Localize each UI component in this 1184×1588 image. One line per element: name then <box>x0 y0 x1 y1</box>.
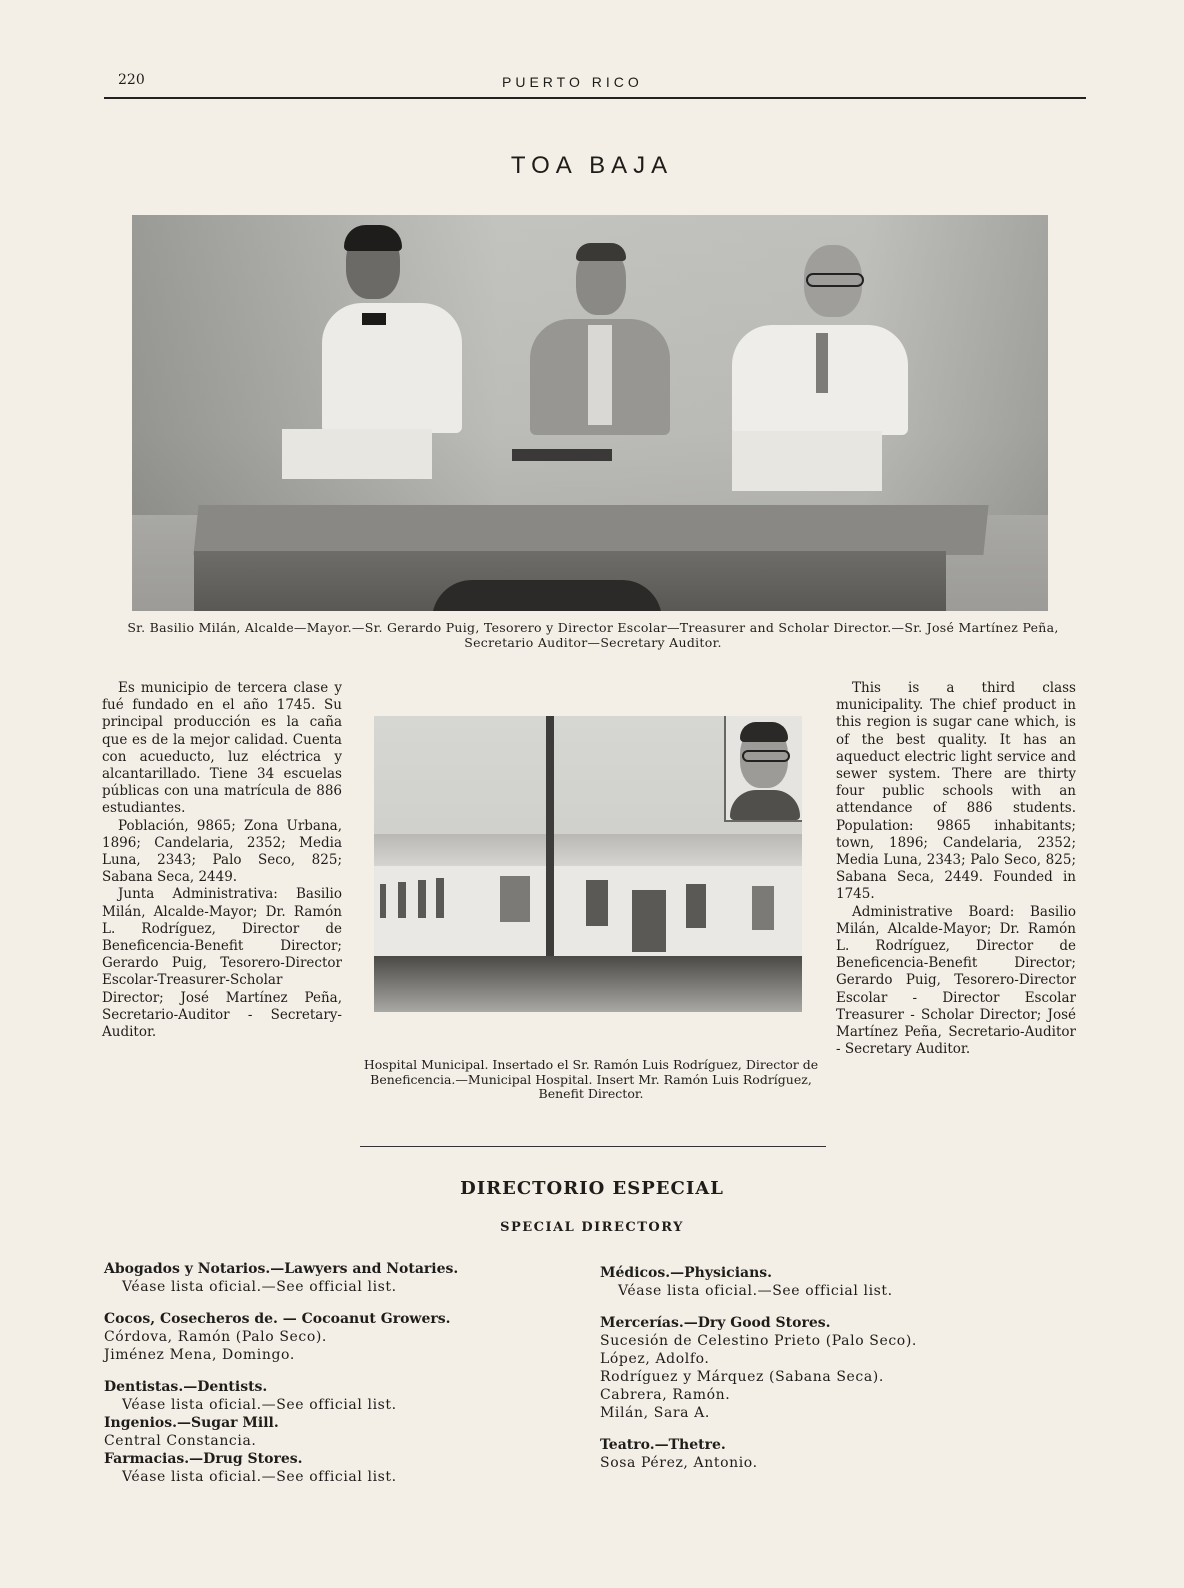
spanish-paragraph-2: Población, 9865; Zona Urbana, 1896; Candelaria, 2352; Media Luna, 2343; Palo Seco, 825; Sabana Seca, 2449. <box>102 817 342 886</box>
running-title: PUERTO RICO <box>502 74 643 90</box>
page-number: 220 <box>118 72 145 88</box>
officials-photo <box>132 215 1048 611</box>
directory-entry: Cabrera, Ramón. <box>600 1387 731 1403</box>
spanish-paragraph-3: Junta Administrativa: Basilio Milán, Alcalde-Mayor; Dr. Ramón L. Rodríguez, Director de Beneficencia-Benefit Director; Gerardo Puig, Tesorero-Director Escolar-Treasurer-Scholar Director; José Martínez Peña, Secretario-Auditor - Secretary-Auditor. <box>102 886 342 1041</box>
directory-entry: Central Constancia. <box>104 1433 257 1449</box>
directory-entry: Milán, Sara A. <box>600 1405 710 1421</box>
english-paragraph-1: This is a third class municipality. The chief product in this region is sugar cane which, is of the best quality. It has an aqueduct electric light service and sewer system. There are thirty four public schools with an attendance of 886 students. Population: 9865 inhabitants; town, 1896; Candelaria, 2352; Media Luna, 2343; Palo Seco, 825; Sabana Seca, 2449. Founded in 1745. <box>836 680 1076 903</box>
directory-entry: Rodríguez y Márquez (Sabana Seca). <box>600 1369 884 1385</box>
directory-heading: Médicos.—Physicians. <box>600 1265 773 1281</box>
directory-entry: Véase lista oficial.—See official list. <box>122 1279 397 1295</box>
photo-desk-top <box>193 505 988 555</box>
photo-ground <box>374 956 802 1012</box>
directory-section-coconut <box>104 1310 524 1364</box>
directory-section-sugar <box>104 1414 524 1450</box>
photo-building-roof <box>374 834 802 870</box>
spanish-text-column <box>102 680 342 1041</box>
hospital-photo-caption: Hospital Municipal. Insertado el Sr. Ramón Luis Rodríguez, Director de Beneficencia.—Municipal Hospital. Insert Mr. Ramón Luis Rodríguez, Benefit Director. <box>363 1057 819 1101</box>
header-rule <box>104 97 1086 99</box>
english-text-column <box>836 680 1076 1058</box>
page-title: TOA BAJA <box>510 152 674 179</box>
directory-heading: Abogados y Notarios.—Lawyers and Notaries. <box>104 1261 459 1277</box>
inset-portrait <box>724 716 802 822</box>
directory-entry: Jiménez Mena, Domingo. <box>104 1347 295 1363</box>
directory-section-dry-goods <box>600 1314 1020 1422</box>
directory-left-column <box>104 1260 524 1486</box>
section-rule <box>360 1146 826 1147</box>
directory-heading: Teatro.—Thetre. <box>600 1437 726 1453</box>
directory-section-dentists <box>104 1378 524 1414</box>
directory-entry: López, Adolfo. <box>600 1351 710 1367</box>
directory-subtitle: SPECIAL DIRECTORY <box>500 1220 684 1235</box>
photo-desk-arch <box>432 580 662 611</box>
english-paragraph-2: Administrative Board: Basilio Milán, Alcalde-Mayor; Dr. Ramón L. Rodríguez, Director de Beneficencia-Benefit Director; Gerardo Puig, Tesorero-Director Escolar - Director Escolar Treasurer - Scholar Director; José Martínez Peña, Secretario-Auditor - Secretary Auditor. <box>836 903 1076 1058</box>
directory-heading: Ingenios.—Sugar Mill. <box>104 1415 279 1431</box>
directory-section-physicians <box>600 1264 1020 1300</box>
directory-title: DIRECTORIO ESPECIAL <box>460 1178 724 1199</box>
directory-entry: Véase lista oficial.—See official list. <box>122 1397 397 1413</box>
directory-section-lawyers <box>104 1260 524 1296</box>
directory-section-drug <box>104 1450 524 1486</box>
directory-heading: Mercerías.—Dry Good Stores. <box>600 1315 831 1331</box>
directory-heading: Farmacias.—Drug Stores. <box>104 1451 303 1467</box>
spanish-paragraph-1: Es municipio de tercera clase y fué fundado en el año 1745. Su principal producción es la caña que es de la mejor calidad. Cuenta con acueducto, luz eléctrica y alcantarillado. Tiene 34 escuelas públicas con una matrícula de 886 estudiantes. <box>102 680 342 817</box>
directory-section-theatre <box>600 1436 1020 1472</box>
directory-entry: Véase lista oficial.—See official list. <box>618 1283 893 1299</box>
directory-entry: Sosa Pérez, Antonio. <box>600 1455 758 1471</box>
directory-heading: Cocos, Cosecheros de. — Cocoanut Growers. <box>104 1311 451 1327</box>
directory-entry: Córdova, Ramón (Palo Seco). <box>104 1329 327 1345</box>
directory-entry: Véase lista oficial.—See official list. <box>122 1469 397 1485</box>
directory-entry: Sucesión de Celestino Prieto (Palo Seco). <box>600 1333 917 1349</box>
officials-photo-caption: Sr. Basilio Milán, Alcalde—Mayor.—Sr. Gerardo Puig, Tesorero y Director Escolar—Treasurer and Scholar Director.—Sr. José Martínez Peña, Secretario Auditor—Secretary Auditor. <box>127 620 1059 650</box>
hospital-photo <box>374 716 802 1012</box>
photo-utility-pole <box>546 716 554 986</box>
directory-heading: Dentistas.—Dentists. <box>104 1379 268 1395</box>
directory-right-column <box>600 1264 1020 1486</box>
